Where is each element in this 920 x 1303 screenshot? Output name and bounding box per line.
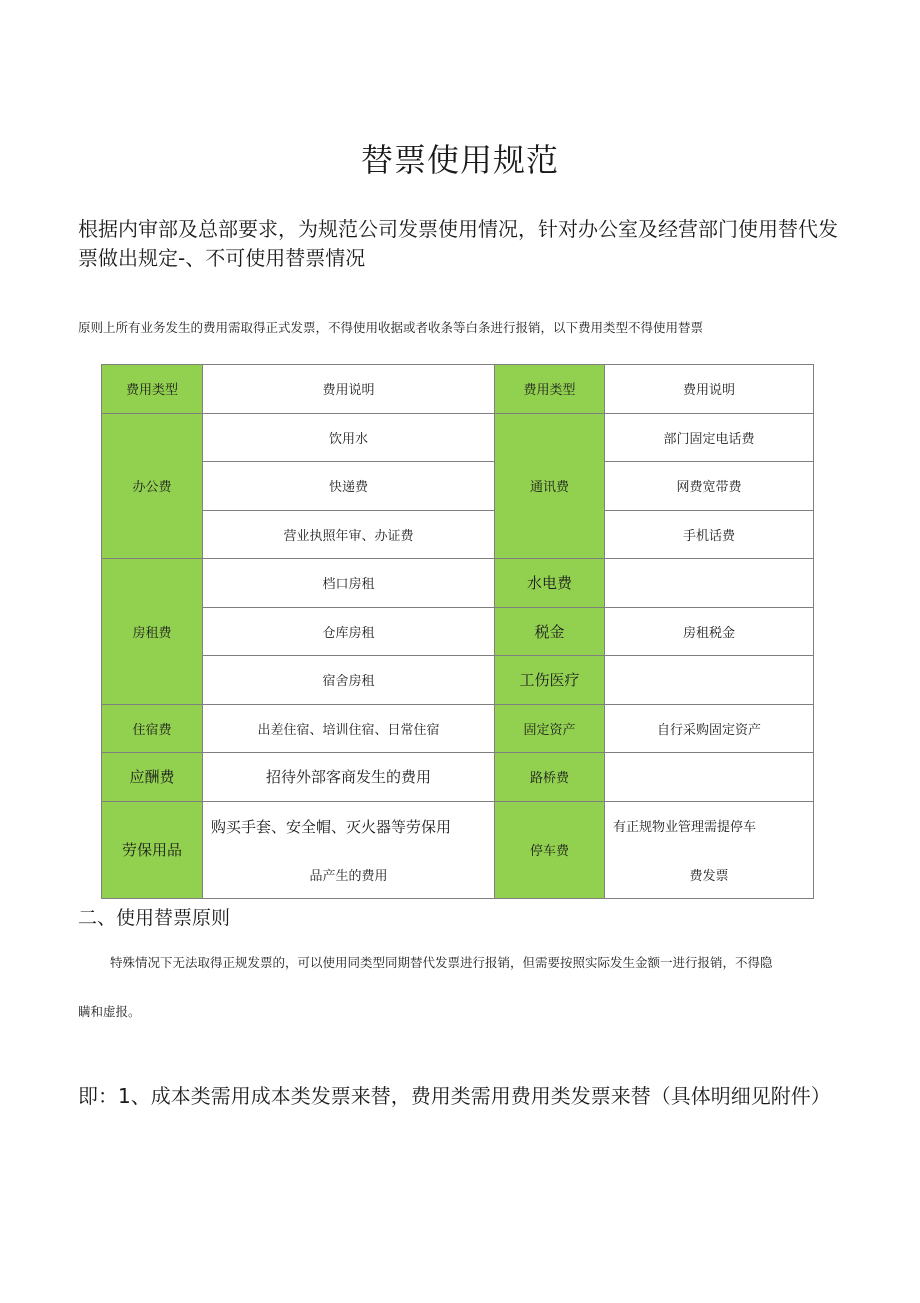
- tax-desc: 房租税金: [605, 607, 814, 656]
- section-2-heading: 二、使用替票原则: [78, 907, 231, 929]
- utilities-desc: [605, 559, 814, 608]
- principle-text: 原则上所有业务发生的费用需取得正式发票，不得使用收据或者收条等白条进行报销，以下费用类型不得使用替票: [78, 320, 704, 335]
- lodging-desc: 出差住宿、培训住宿、日常住宿: [203, 704, 495, 753]
- parking-desc-line2: 费发票: [689, 868, 729, 884]
- protective-desc-line2: 品产生的费用: [309, 868, 388, 884]
- table-row: [102, 413, 814, 462]
- protective-desc-line1: 购买手套、安全帽、灭火器等劳保用: [211, 817, 452, 836]
- header-fee-type: 费用类型: [102, 365, 203, 414]
- page-title: 替票使用规范: [360, 141, 559, 179]
- office-item: 饮用水: [203, 413, 495, 462]
- parking-fee-type: 停车费: [495, 801, 605, 898]
- telecom-fee-type: 通讯费: [495, 413, 605, 559]
- toll-fee-type: 路桥费: [495, 753, 605, 802]
- utilities-fee-type: 水电费: [495, 559, 605, 608]
- injury-fee-type: 工伤医疗: [495, 656, 605, 705]
- telecom-item: 手机话费: [605, 510, 814, 559]
- parking-desc: [605, 801, 814, 898]
- table-header-row: [102, 365, 814, 414]
- table-row: [102, 801, 814, 898]
- parking-desc-line1: 有正规物业管理需提停车: [613, 819, 757, 835]
- rent-fee-type: 房租费: [102, 559, 203, 705]
- section-2-paragraph-cont: 瞒和虚报。: [78, 1004, 141, 1019]
- office-fee-type: 办公费: [102, 413, 203, 559]
- header-fee-type-2: 费用类型: [495, 365, 605, 414]
- section-2-paragraph: 特殊情况下无法取得正规发票的，可以使用同类型同期替代发票进行报销，但需要按照实际发生金额一进行报销，不得隐: [110, 955, 773, 970]
- table-row: [102, 704, 814, 753]
- rent-item: 档口房租: [203, 559, 495, 608]
- table-row: [102, 607, 814, 656]
- entertainment-desc: 招待外部客商发生的费用: [203, 753, 495, 802]
- injury-desc: [605, 656, 814, 705]
- telecom-item: 部门固定电话费: [605, 413, 814, 462]
- rent-item: 宿舍房租: [203, 656, 495, 705]
- assets-desc: 自行采购固定资产: [605, 704, 814, 753]
- entertainment-fee-type: 应酬费: [102, 753, 203, 802]
- table-row: [102, 510, 814, 559]
- rent-item: 仓库房租: [203, 607, 495, 656]
- table-row: [102, 559, 814, 608]
- office-item: 快递费: [203, 462, 495, 511]
- office-item: 营业执照年审、办证费: [203, 510, 495, 559]
- header-fee-desc-2: 费用说明: [605, 365, 814, 414]
- lodging-fee-type: 住宿费: [102, 704, 203, 753]
- table-row: [102, 753, 814, 802]
- table-row: [102, 462, 814, 511]
- intro-paragraph: 根据内审部及总部要求，为规范公司发票使用情况，针对办公室及经营部门使用替代发票做出规定-、不可使用替票情况: [78, 217, 838, 270]
- protective-desc: [203, 801, 495, 898]
- header-fee-desc: 费用说明: [203, 365, 495, 414]
- tax-fee-type: 税金: [495, 607, 605, 656]
- table-row: [102, 656, 814, 705]
- protective-fee-type: 劳保用品: [102, 801, 203, 898]
- fee-type-table: [101, 364, 814, 899]
- telecom-item: 网费宽带费: [605, 462, 814, 511]
- toll-desc: [605, 753, 814, 802]
- assets-fee-type: 固定资产: [495, 704, 605, 753]
- section-3-text: 即：1、成本类需用成本类发票来替，费用类需用费用类发票来替（具体明细见附件）: [78, 1084, 831, 1108]
